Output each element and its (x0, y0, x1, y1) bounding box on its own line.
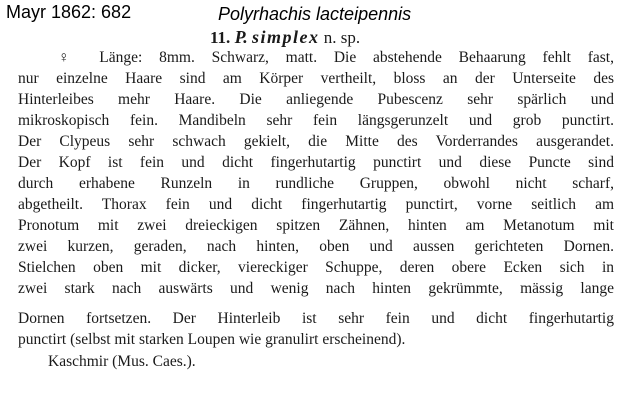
heading-number: 11. (210, 28, 231, 47)
heading-species: simplex (252, 27, 320, 47)
description-line: zwei stark nach auswärts und wenig nach hinten gekrümmte, mässig lange (18, 280, 614, 297)
description-line: punctirt (selbst mit starken Loupen wie granulirt erscheinend). (18, 331, 406, 348)
citation-label: Mayr 1862: 682 (6, 2, 132, 22)
description-line: Pronotum mit zwei dreieckigen spitzen Zähnen, hinten am Metanotum mit (18, 217, 614, 234)
description-line: Der Clypeus sehr schwach gekielt, die Mitte des Vorderrandes ausgerandet. (18, 133, 614, 150)
heading-suffix: n. sp. (323, 28, 361, 47)
description-line: Stielchen oben mit dicker, viereckiger Schuppe, deren obere Ecken sich in (18, 259, 614, 276)
heading-genus: P. (234, 27, 248, 47)
description-line: abgetheilt. Thorax fein und dicht fingerhutartig punctirt, vorne seitlich am (18, 196, 614, 213)
description-line: nur einzelne Haare sind am Körper vertheilt, bloss an der Unterseite des (18, 70, 614, 87)
description-line: ♀ Länge: 8mm. Schwarz, matt. Die abstehende Behaarung fehlt fast, (58, 49, 614, 66)
description-line: durch erhabene Runzeln in rundliche Gruppen, obwohl nicht scharf, (18, 175, 614, 192)
description-line: Dornen fortsetzen. Der Hinterleib ist sehr fein und dicht fingerhutartig (18, 310, 614, 327)
description-line: zwei kurzen, geraden, nach hinten, oben und aussen gerichteten Dornen. (18, 238, 614, 255)
description-line: mikroskopisch fein. Mandibeln sehr fein längsgerunzelt und grob punctirt. (18, 112, 614, 129)
species-name-label: Polyrhachis lacteipennis (218, 4, 412, 24)
locality-line: Kaschmir (Mus. Caes.). (48, 353, 196, 370)
description-line: Der Kopf ist fein und dicht fingerhutartig punctirt und diese Puncte sind (18, 154, 614, 171)
description-line: Hinterleibes mehr Haare. Die anliegende Pubescenz sehr spärlich und (18, 91, 614, 108)
